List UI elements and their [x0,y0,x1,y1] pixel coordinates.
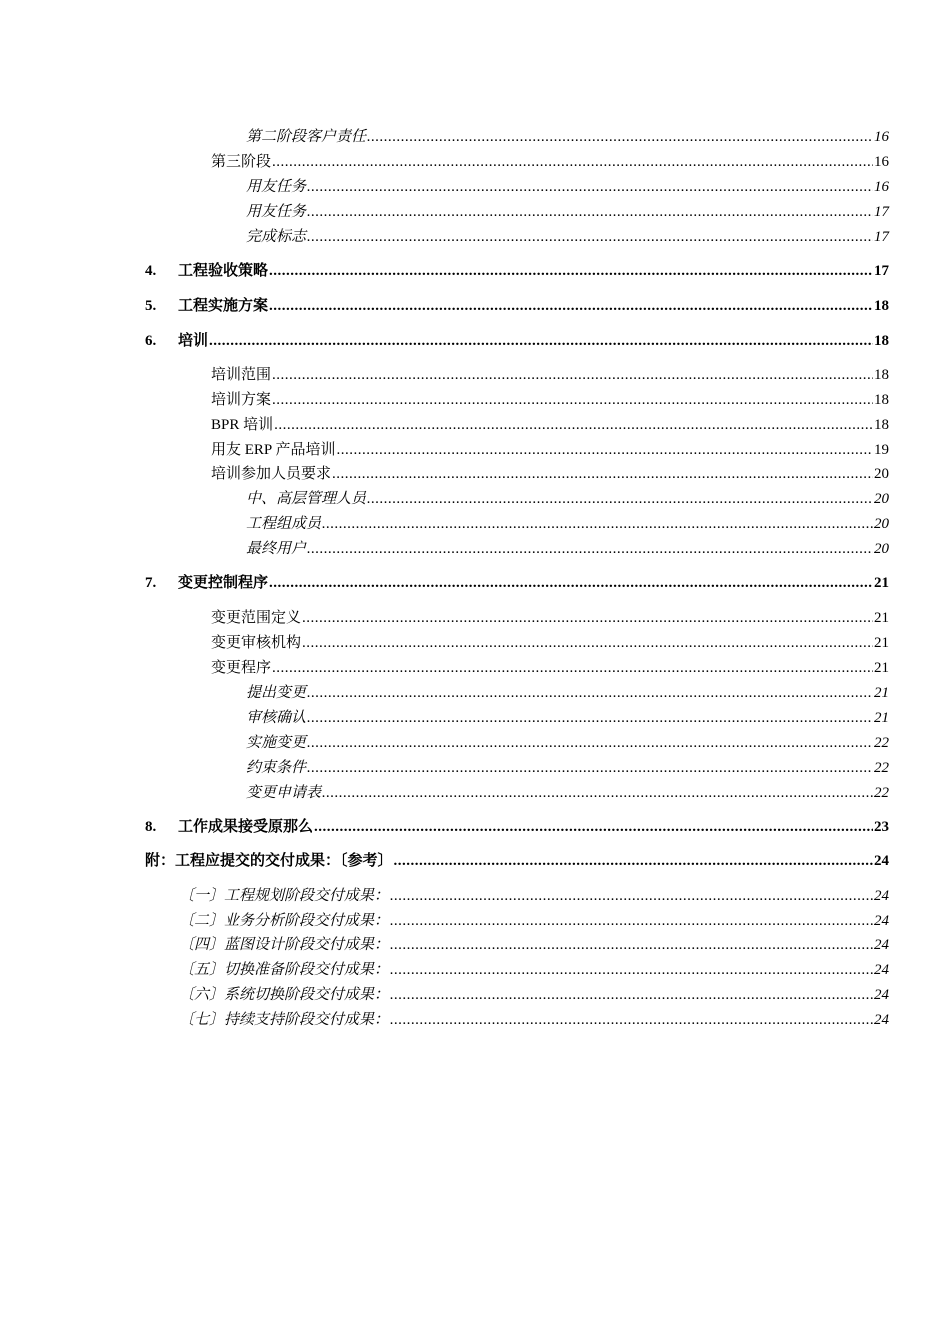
toc-entry-number: 8. [145,819,157,835]
toc-entry-number: 4. [145,263,157,279]
toc-entry[interactable] [211,464,889,484]
toc-entry-title: 变更控制程序 [178,575,269,591]
toc-entry[interactable] [211,658,889,678]
toc-entry-page-number: 24 [874,987,889,1003]
toc-entry-title: 审核确认 [246,710,307,726]
toc-entry[interactable] [211,415,889,435]
toc-entry-page-number: 17 [874,229,889,245]
toc-entry-title: 变更申请表 [246,785,322,801]
toc-dot-leader [269,296,873,316]
toc-dot-leader [390,911,873,931]
toc-entry-title: 变更范围定义 [211,610,302,626]
toc-dot-leader [302,633,873,653]
toc-entry-page-number: 22 [874,735,889,751]
toc-entry[interactable] [211,152,889,172]
toc-entry-number: 5. [145,298,157,314]
toc-dot-leader [307,227,873,247]
toc-entry[interactable] [211,608,889,628]
toc-entry[interactable] [246,489,889,509]
toc-entry-title: 〔六〕系统切换阶段交付成果： [179,987,390,1003]
toc-dot-leader [390,1010,873,1030]
toc-entry[interactable] [246,783,889,803]
toc-dot-leader [269,261,873,281]
toc-entry-title: 〔五〕切换准备阶段交付成果： [179,962,390,978]
toc-dot-leader [272,658,873,678]
toc-entry-title: 工作成果接受原那么 [178,819,314,835]
toc-entry-title: 第三阶段 [211,154,272,170]
toc-entry-title: 培训方案 [211,392,272,408]
toc-entry-number: 7. [145,575,157,591]
toc-entry-page-number: 16 [874,129,889,145]
toc-entry[interactable] [211,365,889,385]
toc-entry-page-number: 16 [874,179,889,195]
toc-entry-page-number: 18 [874,367,889,383]
toc-dot-leader [394,851,873,871]
toc-entry-page-number: 18 [874,333,889,349]
toc-dot-leader [314,817,873,837]
toc-entry-page-number: 18 [874,417,889,433]
toc-entry[interactable] [179,1010,889,1030]
toc-entry-page-number: 21 [874,710,889,726]
toc-entry-title: 工程组成员 [246,516,322,532]
toc-entry-page-number: 24 [874,937,889,953]
toc-entry-title: 工程验收策略 [178,263,269,279]
toc-entry-title: 实施变更 [246,735,307,751]
toc-entry-title: 约束条件 [246,760,307,776]
toc-entry[interactable] [145,851,889,871]
toc-entry-title: 用友任务 [246,204,307,220]
toc-dot-leader [336,440,873,460]
toc-entry-title: 〔四〕蓝图设计阶段交付成果： [179,937,390,953]
toc-entry-title: 培训参加人员要求 [211,466,332,482]
toc-entry-title: 变更审核机构 [211,635,302,651]
toc-entry-page-number: 21 [874,575,889,591]
toc-entry[interactable] [246,708,889,728]
toc-dot-leader [307,202,873,222]
toc-dot-leader [272,365,873,385]
toc-entry-page-number: 24 [874,853,889,869]
toc-entry-title: 用友 ERP 产品培训 [211,442,336,458]
toc-entry-title: 提出变更 [246,685,307,701]
toc-entry-page-number: 20 [874,466,889,482]
toc-dot-leader [307,539,873,559]
toc-entry-page-number: 21 [874,660,889,676]
toc-entry-page-number: 18 [874,392,889,408]
toc-entry-title: 〔七〕持续支持阶段交付成果： [179,1012,390,1028]
toc-entry-page-number: 20 [874,491,889,507]
toc-entry-page-number: 22 [874,760,889,776]
toc-dot-leader [367,127,873,147]
toc-entry-title: 用友任务 [246,179,307,195]
toc-entry[interactable] [246,683,889,703]
toc-entry-title: 培训 [178,333,209,349]
toc-entry[interactable] [145,296,889,316]
toc-dot-leader [307,758,873,778]
toc-dot-leader [322,514,873,534]
toc-dot-leader [322,783,873,803]
toc-entry-title: BPR 培训 [211,417,274,433]
toc-entry-page-number: 22 [874,785,889,801]
toc-entry-page-number: 24 [874,888,889,904]
toc-entry-page-number: 24 [874,1012,889,1028]
toc-entry[interactable] [179,960,889,980]
toc-dot-leader [367,489,873,509]
toc-dot-leader [307,708,873,728]
toc-entry[interactable] [211,633,889,653]
toc-entry-page-number: 21 [874,610,889,626]
toc-entry[interactable] [179,886,889,906]
toc-entry[interactable] [179,911,889,931]
toc-dot-leader [272,390,873,410]
toc-entry[interactable] [211,390,889,410]
toc-dot-leader [272,152,873,172]
toc-entry-page-number: 16 [874,154,889,170]
toc-entry-page-number: 17 [874,263,889,279]
toc-entry-title: 培训范围 [211,367,272,383]
toc-entry-page-number: 24 [874,913,889,929]
toc-dot-leader [274,415,873,435]
toc-dot-leader [390,985,873,1005]
toc-entry-title: 最终用户 [246,541,307,557]
toc-dot-leader [307,683,873,703]
toc-entry[interactable] [246,733,889,753]
toc-entry-page-number: 18 [874,298,889,314]
toc-entry-title: 工程实施方案 [178,298,269,314]
toc-entry[interactable] [179,935,889,955]
toc-dot-leader [209,331,873,351]
toc-dot-leader [307,733,873,753]
toc-entry[interactable] [246,227,889,247]
toc-dot-leader [302,608,873,628]
toc-entry[interactable] [246,758,889,778]
toc-dot-leader [390,935,873,955]
toc-dot-leader [332,464,873,484]
toc-entry-page-number: 21 [874,635,889,651]
toc-entry[interactable] [246,127,889,147]
toc-entry[interactable] [246,177,889,197]
toc-entry-title: 〔二〕业务分析阶段交付成果： [179,913,390,929]
toc-entry-title: 变更程序 [211,660,272,676]
toc-entry-page-number: 19 [874,442,889,458]
toc-entry[interactable] [211,440,889,460]
toc-entry-title: 附：工程应提交的交付成果：〔参考〕 [145,853,393,869]
toc-entry-page-number: 17 [874,204,889,220]
toc-entry[interactable] [145,573,889,593]
toc-entry[interactable] [145,261,889,281]
toc-entry-page-number: 20 [874,516,889,532]
toc-entry-title: 〔一〕工程规划阶段交付成果： [179,888,390,904]
toc-entry[interactable] [145,817,889,837]
toc-entry-title: 第二阶段客户责任 [246,129,367,145]
toc-entry-page-number: 20 [874,541,889,557]
toc-dot-leader [269,573,873,593]
toc-dot-leader [390,960,873,980]
toc-entry[interactable] [179,985,889,1005]
toc-entry[interactable] [246,539,889,559]
toc-entry[interactable] [246,202,889,222]
toc-entry-title: 完成标志 [246,229,307,245]
toc-entry[interactable] [246,514,889,534]
toc-entry-title: 中、高层管理人员 [246,491,367,507]
toc-entry[interactable] [145,331,889,351]
toc-dot-leader [390,886,873,906]
toc-entry-page-number: 23 [874,819,889,835]
toc-entry-page-number: 24 [874,962,889,978]
toc-entry-number: 6. [145,333,157,349]
toc-entry-page-number: 21 [874,685,889,701]
toc-dot-leader [307,177,873,197]
